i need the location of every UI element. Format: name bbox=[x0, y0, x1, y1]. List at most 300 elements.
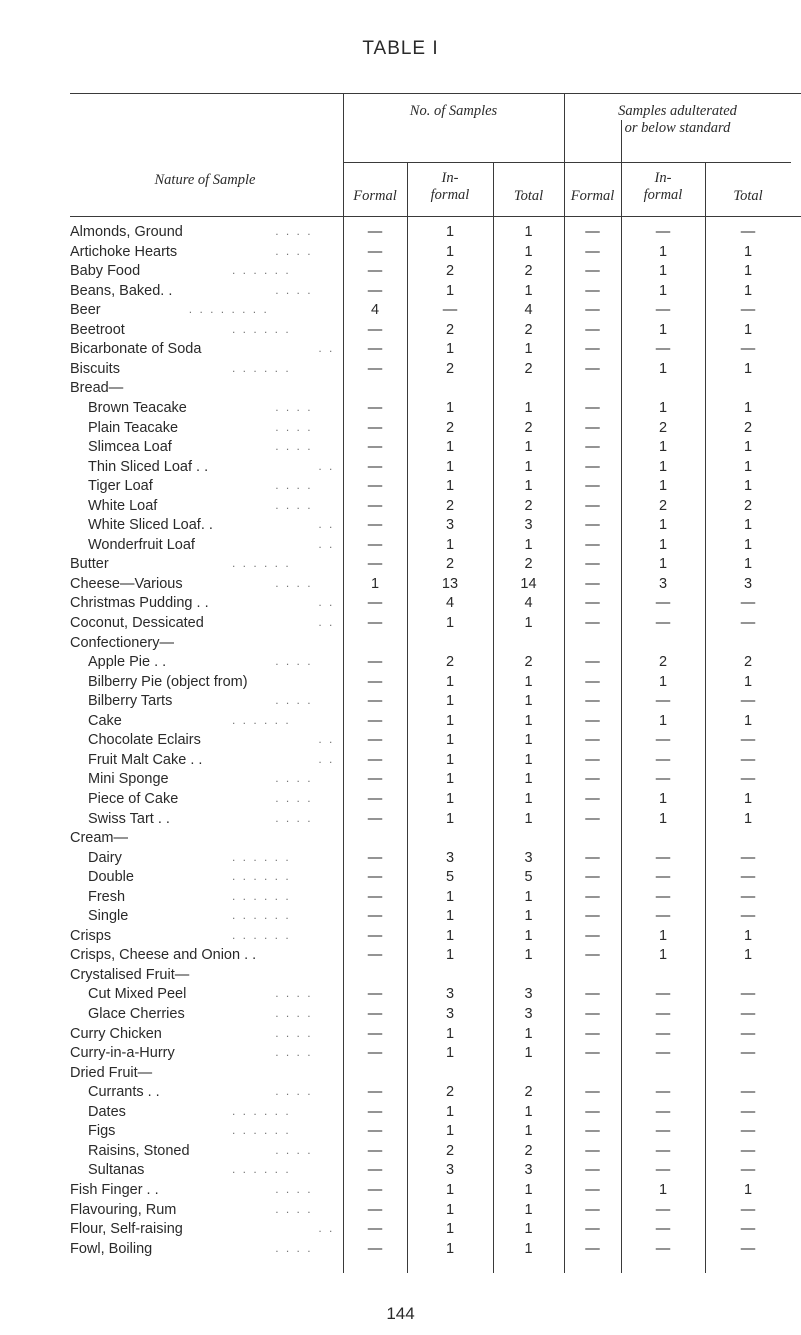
table-cell: 2 bbox=[524, 419, 533, 436]
table-cell: — bbox=[367, 888, 383, 905]
leader-dots: . . . . bbox=[275, 224, 313, 238]
sample-name: Bread— bbox=[70, 380, 124, 397]
table-cell: 1 bbox=[524, 1221, 533, 1238]
leader-dots: . . . . bbox=[275, 1240, 313, 1255]
sample-name: Slimcea Loaf bbox=[88, 439, 172, 456]
table-cell: — bbox=[367, 673, 383, 690]
table-cell: — bbox=[655, 1123, 671, 1140]
table-cell: 2 bbox=[445, 1084, 455, 1101]
sample-name: Plain Teacake bbox=[88, 419, 179, 436]
table-cell: 1 bbox=[524, 1103, 533, 1120]
table-cell: — bbox=[655, 1162, 671, 1179]
table-cell: — bbox=[585, 751, 600, 768]
table-cell: 1 bbox=[743, 458, 753, 475]
table-cell: 1 bbox=[445, 790, 455, 807]
table-cell: — bbox=[655, 1103, 671, 1120]
leader-dots: . . . . bbox=[275, 399, 313, 414]
table-row bbox=[0, 830, 801, 847]
table-row bbox=[0, 556, 801, 573]
table-cell: — bbox=[585, 224, 600, 240]
table-cell: — bbox=[585, 536, 600, 553]
table-row bbox=[0, 1143, 801, 1160]
table-cell: — bbox=[367, 595, 383, 612]
table-cell: — bbox=[585, 1240, 600, 1257]
sample-name: Double bbox=[88, 869, 134, 886]
table-cell: 4 bbox=[445, 595, 455, 612]
leader-dots: . . . . bbox=[275, 243, 313, 258]
table-cell: 3 bbox=[445, 849, 455, 866]
table-cell: 1 bbox=[445, 458, 455, 475]
sample-name: Curry-in-a-Hurry bbox=[70, 1045, 175, 1062]
table-row bbox=[0, 1006, 801, 1023]
table-cell: 4 bbox=[524, 302, 533, 319]
table-cell: 1 bbox=[524, 1025, 533, 1042]
header-no-of-samples: No. of Samples bbox=[409, 103, 498, 119]
sample-name: Tiger Loaf bbox=[88, 478, 153, 495]
table-cell: 1 bbox=[524, 399, 533, 416]
table-cell: 3 bbox=[524, 986, 533, 1003]
table-cell: 2 bbox=[445, 419, 455, 436]
table-cell: — bbox=[740, 1045, 756, 1062]
sample-name: Sultanas bbox=[88, 1162, 145, 1179]
table-cell: 1 bbox=[658, 282, 668, 299]
table-cell: — bbox=[585, 1181, 600, 1198]
table-cell: — bbox=[367, 693, 383, 710]
table-cell: 1 bbox=[445, 224, 455, 240]
table-cell: — bbox=[740, 869, 756, 886]
table-cell: — bbox=[367, 536, 383, 553]
sample-name: Fresh bbox=[88, 888, 126, 905]
sample-name: Baby Food bbox=[70, 263, 141, 280]
sample-name: Dates bbox=[88, 1103, 126, 1120]
table-cell: — bbox=[585, 243, 600, 260]
table-row bbox=[0, 1202, 801, 1219]
sample-name: Mini Sponge bbox=[88, 771, 169, 788]
table-cell: — bbox=[740, 1142, 756, 1159]
table-cell: 1 bbox=[658, 517, 668, 534]
table-cell: 1 bbox=[658, 536, 668, 553]
table-cell: — bbox=[740, 1123, 756, 1140]
table-cell: — bbox=[655, 1025, 671, 1042]
table-cell: 1 bbox=[445, 1221, 455, 1238]
sample-name: Coconut, Dessicated bbox=[70, 615, 204, 631]
table-cell: — bbox=[585, 302, 600, 319]
table-cell: — bbox=[585, 869, 600, 886]
table-row bbox=[0, 537, 801, 554]
table-cell: 3 bbox=[445, 1162, 455, 1179]
table-cell: — bbox=[585, 517, 600, 534]
table-cell: — bbox=[740, 595, 756, 612]
leader-dots: . . . . bbox=[275, 1181, 313, 1196]
table-cell: — bbox=[585, 1221, 600, 1238]
table-cell: — bbox=[585, 1142, 600, 1159]
table-cell: 1 bbox=[524, 1045, 533, 1062]
table-cell: 3 bbox=[658, 575, 668, 592]
table-cell: 1 bbox=[445, 1045, 455, 1062]
table-row bbox=[0, 732, 801, 749]
table-cell: — bbox=[585, 399, 600, 416]
table-cell: — bbox=[367, 986, 383, 1003]
table-cell: — bbox=[655, 1221, 671, 1238]
table-row bbox=[0, 1123, 801, 1140]
table-cell: 1 bbox=[445, 399, 455, 416]
table-cell: 1 bbox=[743, 927, 753, 944]
table-row bbox=[0, 576, 801, 593]
table-cell: 2 bbox=[743, 497, 753, 514]
table-cell: 1 bbox=[658, 439, 668, 456]
table-cell: — bbox=[585, 458, 600, 475]
header-informal-line2: formal bbox=[430, 187, 470, 203]
table-row bbox=[0, 595, 801, 612]
table-cell: 3 bbox=[524, 1006, 533, 1022]
leader-dots: . . . . bbox=[275, 810, 313, 825]
table-cell: — bbox=[585, 595, 600, 612]
table-row bbox=[0, 420, 801, 437]
table-cell: 1 bbox=[658, 790, 668, 807]
table-cell: 4 bbox=[524, 595, 533, 612]
table-cell: 1 bbox=[524, 478, 533, 495]
table-cell: — bbox=[655, 986, 671, 1003]
table-row bbox=[0, 361, 801, 378]
table-top-rule bbox=[70, 93, 801, 94]
table-cell: 1 bbox=[445, 693, 455, 710]
table-cell: 1 bbox=[445, 888, 455, 905]
table-cell: 1 bbox=[658, 263, 668, 280]
table-cell: 1 bbox=[743, 790, 753, 807]
table-cell: — bbox=[585, 849, 600, 866]
table-cell: — bbox=[367, 1181, 383, 1198]
table-cell: — bbox=[655, 595, 671, 612]
table-row bbox=[0, 986, 801, 1003]
table-cell: 1 bbox=[524, 673, 533, 690]
header-formal: Formal bbox=[353, 188, 397, 204]
table-cell: 2 bbox=[445, 556, 455, 573]
table-cell: — bbox=[367, 556, 383, 573]
leader-dots: . . . . bbox=[275, 654, 313, 669]
table-cell: 2 bbox=[445, 263, 455, 280]
table-cell: 2 bbox=[445, 360, 455, 377]
table-cell: — bbox=[655, 732, 671, 749]
table-cell: — bbox=[655, 908, 671, 925]
leader-dots: . . . . bbox=[275, 1025, 313, 1040]
table-cell: 1 bbox=[743, 282, 753, 299]
table-cell: — bbox=[585, 419, 600, 436]
table-row bbox=[0, 752, 801, 769]
table-cell: 1 bbox=[445, 615, 455, 631]
sample-name: Beetroot bbox=[70, 321, 125, 338]
table-cell: — bbox=[367, 732, 383, 749]
table-row bbox=[0, 811, 801, 828]
table-cell: 1 bbox=[658, 927, 668, 944]
table-row bbox=[0, 771, 801, 788]
leader-dots: . . bbox=[318, 536, 335, 551]
table-title: TABLE I bbox=[362, 38, 439, 59]
table-cell: 1 bbox=[445, 439, 455, 456]
table-cell: 2 bbox=[524, 1084, 533, 1101]
table-cell: — bbox=[740, 693, 756, 710]
sample-name: Wonderfruit Loaf bbox=[88, 536, 195, 553]
sample-name: Single bbox=[88, 908, 129, 925]
table-cell: 1 bbox=[743, 360, 753, 377]
table-cell: — bbox=[585, 986, 600, 1003]
leader-dots: . . . . . . bbox=[232, 556, 291, 571]
table-cell: 4 bbox=[370, 302, 380, 319]
table-cell: 1 bbox=[445, 771, 455, 788]
table-cell: — bbox=[585, 341, 600, 358]
table-cell: — bbox=[367, 654, 383, 671]
table-row bbox=[0, 380, 801, 397]
header-adulterated-line1: Samples adulterated bbox=[618, 103, 737, 119]
leader-dots: . . bbox=[318, 595, 335, 610]
leader-dots: . . . . . . bbox=[232, 321, 291, 336]
table-row bbox=[0, 302, 801, 319]
sample-name: Cheese—Various bbox=[70, 575, 183, 592]
table-cell: — bbox=[367, 321, 383, 338]
table-cell: 1 bbox=[524, 693, 533, 710]
table-cell: — bbox=[367, 1103, 383, 1120]
leader-dots: . . . . bbox=[275, 1142, 313, 1157]
table-row bbox=[0, 791, 801, 808]
table-cell: 1 bbox=[445, 810, 455, 827]
table-cell: — bbox=[655, 751, 671, 768]
table-cell: — bbox=[585, 1123, 600, 1140]
table-cell: — bbox=[367, 1025, 383, 1042]
table-cell: 1 bbox=[524, 615, 533, 631]
table-cell: 5 bbox=[445, 869, 455, 886]
table-cell: — bbox=[367, 751, 383, 768]
table-cell: 1 bbox=[524, 908, 533, 925]
table-row bbox=[0, 224, 801, 241]
table-cell: 1 bbox=[445, 1103, 455, 1120]
table-cell: 1 bbox=[524, 282, 533, 299]
table-cell: — bbox=[585, 556, 600, 573]
table-cell: 1 bbox=[445, 732, 455, 749]
table-cell: — bbox=[367, 1045, 383, 1062]
table-cell: — bbox=[367, 771, 383, 788]
table-cell: — bbox=[740, 341, 756, 358]
table-cell: 1 bbox=[524, 243, 533, 260]
table-cell: 2 bbox=[524, 654, 533, 671]
table-cell: 1 bbox=[658, 399, 668, 416]
sample-name: Raisins, Stoned bbox=[88, 1142, 190, 1159]
leader-dots: . . . . bbox=[275, 693, 313, 708]
table-row bbox=[0, 322, 801, 339]
table-row bbox=[0, 1065, 801, 1082]
table-row bbox=[0, 1084, 801, 1101]
table-cell: 2 bbox=[445, 654, 455, 671]
table-cell: 1 bbox=[658, 243, 668, 260]
table-cell: 1 bbox=[524, 810, 533, 827]
table-cell: 1 bbox=[445, 1240, 455, 1257]
table-cell: — bbox=[585, 712, 600, 729]
table-cell: 2 bbox=[445, 1142, 455, 1159]
table-row bbox=[0, 478, 801, 495]
leader-dots: . . . . bbox=[275, 986, 313, 1001]
table-cell: — bbox=[585, 1103, 600, 1120]
table-cell: — bbox=[740, 1221, 756, 1238]
table-cell: — bbox=[367, 224, 383, 240]
table-cell: — bbox=[655, 1201, 671, 1218]
table-cell: 1 bbox=[445, 1201, 455, 1218]
table-cell: — bbox=[585, 1045, 600, 1062]
sample-name: Flour, Self-raising bbox=[70, 1221, 183, 1238]
leader-dots: . . bbox=[318, 751, 335, 766]
table-row bbox=[0, 615, 801, 632]
table-cell: 1 bbox=[658, 1181, 668, 1198]
table-row bbox=[0, 498, 801, 515]
table-row bbox=[0, 1104, 801, 1121]
table-cell: 1 bbox=[524, 712, 533, 729]
table-cell: 1 bbox=[743, 439, 753, 456]
table-cell: — bbox=[367, 927, 383, 944]
table-cell: — bbox=[585, 615, 600, 631]
header-bottom-rule bbox=[70, 216, 801, 217]
table-cell: — bbox=[367, 712, 383, 729]
table-cell: 2 bbox=[524, 556, 533, 573]
table-cell: 3 bbox=[445, 1006, 455, 1022]
sample-name: Artichoke Hearts bbox=[70, 243, 178, 260]
sample-name: Biscuits bbox=[70, 360, 120, 377]
table-row bbox=[0, 459, 801, 476]
leader-dots: . . . . . . bbox=[232, 1123, 291, 1138]
sample-name: Fish Finger . . bbox=[70, 1181, 159, 1198]
table-row bbox=[0, 1045, 801, 1062]
table-cell: — bbox=[367, 615, 383, 631]
table-cell: — bbox=[655, 615, 671, 631]
sample-name: Crisps bbox=[70, 927, 112, 944]
table-cell: — bbox=[367, 497, 383, 514]
table-cell: 1 bbox=[743, 321, 753, 338]
table-cell: 1 bbox=[445, 751, 455, 768]
table-cell: — bbox=[655, 1142, 671, 1159]
sample-name: Thin Sliced Loaf . . bbox=[88, 458, 209, 475]
table-cell: 1 bbox=[743, 536, 753, 553]
leader-dots: . . . . bbox=[275, 1084, 313, 1099]
table-cell: 2 bbox=[658, 419, 668, 436]
table-cell: 1 bbox=[524, 224, 533, 240]
table-cell: — bbox=[367, 849, 383, 866]
table-cell: 1 bbox=[524, 536, 533, 553]
table-row bbox=[0, 1162, 801, 1179]
table-cell: — bbox=[585, 1162, 600, 1179]
table-cell: — bbox=[585, 321, 600, 338]
sample-name: Bicarbonate of Soda bbox=[70, 341, 202, 358]
table-cell: — bbox=[655, 1084, 671, 1101]
table-row bbox=[0, 850, 801, 867]
table-cell: — bbox=[367, 1240, 383, 1257]
sample-name: Dried Fruit— bbox=[70, 1064, 153, 1081]
table-cell: 1 bbox=[658, 810, 668, 827]
table-cell: 5 bbox=[524, 869, 533, 886]
table-cell: 3 bbox=[524, 517, 533, 534]
sample-name: Apple Pie . . bbox=[88, 654, 167, 671]
leader-dots: . . . . bbox=[275, 419, 313, 434]
table-cell: — bbox=[367, 399, 383, 416]
table-cell: — bbox=[740, 888, 756, 905]
table-cell: 2 bbox=[658, 497, 668, 514]
table-cell: — bbox=[367, 1201, 383, 1218]
leader-dots: . . . . . . bbox=[232, 1103, 291, 1118]
table-cell: 2 bbox=[524, 497, 533, 514]
leader-dots: . . . . . . bbox=[232, 888, 291, 903]
leader-dots: . . . . bbox=[275, 1201, 313, 1216]
sample-name: Crystalised Fruit— bbox=[70, 966, 190, 983]
table-cell: — bbox=[740, 615, 756, 631]
table-row bbox=[0, 1241, 801, 1258]
table-cell: 1 bbox=[658, 360, 668, 377]
table-cell: — bbox=[585, 927, 600, 944]
table-cell: — bbox=[585, 360, 600, 377]
table-cell: — bbox=[585, 888, 600, 905]
table-cell: 1 bbox=[743, 810, 753, 827]
table-cell: 1 bbox=[524, 1201, 533, 1218]
leader-dots: . . . . . . bbox=[232, 712, 291, 727]
sample-name: Christmas Pudding . . bbox=[70, 595, 209, 612]
table-cell: — bbox=[655, 1006, 671, 1022]
table-cell: — bbox=[585, 263, 600, 280]
table-cell: — bbox=[655, 869, 671, 886]
adulterated-sub-rule bbox=[564, 162, 791, 163]
table-cell: 1 bbox=[524, 947, 533, 964]
leader-dots: . . . . bbox=[275, 771, 313, 786]
table-cell: 1 bbox=[524, 732, 533, 749]
table-cell: — bbox=[585, 282, 600, 299]
table-row bbox=[0, 341, 801, 358]
table-row bbox=[0, 928, 801, 945]
table-cell: 3 bbox=[524, 1162, 533, 1179]
header-adulterated-line2: or below standard bbox=[624, 120, 731, 136]
table-cell: 1 bbox=[445, 282, 455, 299]
sample-name: Cut Mixed Peel bbox=[88, 986, 187, 1003]
table-cell: 1 bbox=[445, 1025, 455, 1042]
table-row bbox=[0, 283, 801, 300]
table-cell: 1 bbox=[743, 673, 753, 690]
table-cell: — bbox=[655, 302, 671, 319]
leader-dots: . . . . . . bbox=[232, 1162, 291, 1177]
table-cell: 3 bbox=[743, 575, 753, 592]
table-row bbox=[0, 674, 801, 691]
table-cell: — bbox=[740, 1084, 756, 1101]
samples-sub-rule bbox=[343, 162, 564, 163]
table-cell: — bbox=[740, 1103, 756, 1120]
table-cell: — bbox=[740, 302, 756, 319]
leader-dots: . . . . . . . . bbox=[188, 302, 269, 317]
table-cell: 1 bbox=[524, 1123, 533, 1140]
table-cell: — bbox=[585, 575, 600, 592]
table-cell: — bbox=[655, 849, 671, 866]
table-cell: 2 bbox=[445, 497, 455, 514]
table-row bbox=[0, 400, 801, 417]
table-cell: 1 bbox=[370, 575, 380, 592]
sample-name: Beans, Baked. . bbox=[70, 282, 173, 299]
sample-name: Flavouring, Rum bbox=[70, 1201, 177, 1218]
table-cell: 1 bbox=[743, 478, 753, 495]
table-cell: — bbox=[740, 751, 756, 768]
table-cell: — bbox=[367, 1123, 383, 1140]
table-cell: — bbox=[367, 869, 383, 886]
table-cell: — bbox=[367, 1084, 383, 1101]
sample-name: Fowl, Boiling bbox=[70, 1240, 153, 1257]
table-cell: — bbox=[367, 341, 383, 358]
table-cell: 1 bbox=[524, 1181, 533, 1198]
table-cell: 1 bbox=[524, 771, 533, 788]
table-cell: — bbox=[585, 810, 600, 827]
leader-dots: . . bbox=[318, 732, 335, 747]
table-cell: 1 bbox=[743, 556, 753, 573]
table-cell: — bbox=[585, 439, 600, 456]
sample-name: Crisps, Cheese and Onion . . bbox=[70, 947, 257, 964]
table-cell: 1 bbox=[445, 536, 455, 553]
